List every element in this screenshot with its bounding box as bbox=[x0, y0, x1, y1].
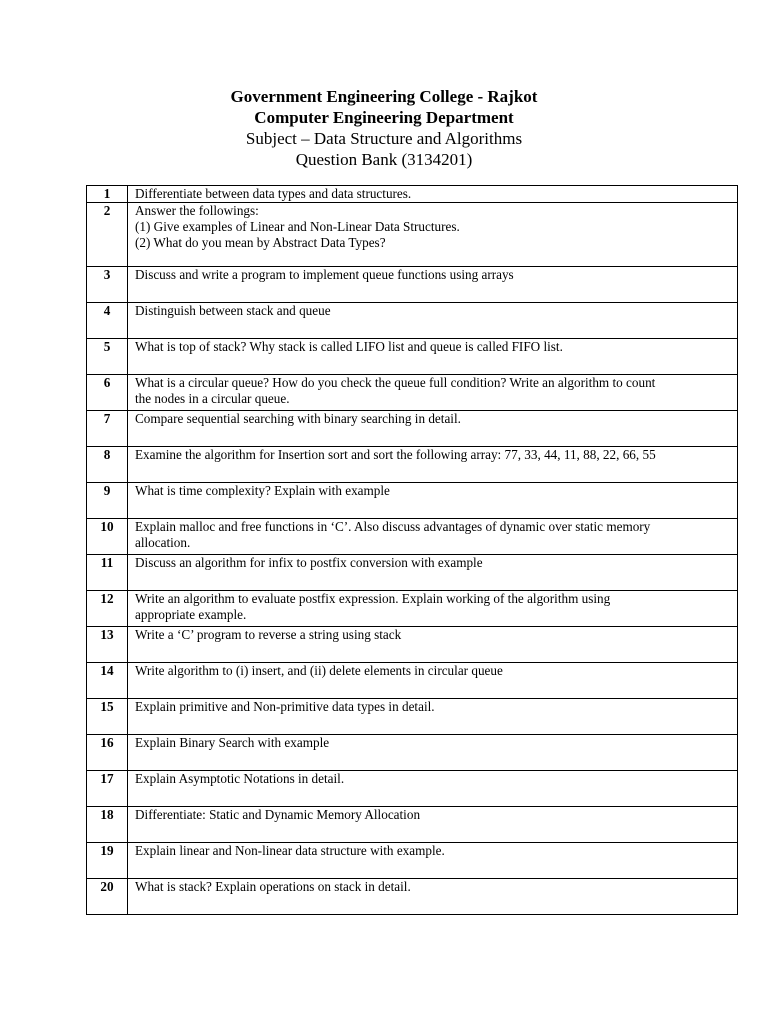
question-text bbox=[128, 203, 738, 267]
question-text bbox=[128, 375, 738, 411]
question-row bbox=[87, 555, 738, 591]
question-row bbox=[87, 591, 738, 627]
document-header bbox=[0, 86, 768, 170]
question-number: 2 bbox=[87, 203, 128, 267]
department-name: Computer Engineering Department bbox=[254, 108, 514, 127]
question-text bbox=[128, 519, 738, 555]
question-text bbox=[128, 555, 738, 591]
question-text bbox=[128, 735, 738, 771]
question-number: 17 bbox=[87, 771, 128, 807]
question-line: What is a circular queue? How do you check the queue full condition? Write an algorithm to count bbox=[135, 375, 656, 390]
question-number: 16 bbox=[87, 735, 128, 771]
question-row bbox=[87, 203, 738, 267]
question-row bbox=[87, 807, 738, 843]
question-line: the nodes in a circular queue. bbox=[135, 391, 290, 406]
question-number: 10 bbox=[87, 519, 128, 555]
question-line: What is top of stack? Why stack is called LIFO list and queue is called FIFO list. bbox=[135, 339, 563, 354]
question-line: appropriate example. bbox=[135, 607, 247, 622]
question-text bbox=[128, 699, 738, 735]
question-line: Explain Asymptotic Notations in detail. bbox=[135, 771, 345, 786]
question-number: 6 bbox=[87, 375, 128, 411]
question-number: 1 bbox=[87, 186, 128, 203]
question-text bbox=[128, 411, 738, 447]
question-row bbox=[87, 339, 738, 375]
question-text bbox=[128, 447, 738, 483]
question-number: 9 bbox=[87, 483, 128, 519]
question-row bbox=[87, 267, 738, 303]
question-number: 20 bbox=[87, 879, 128, 915]
question-text bbox=[128, 627, 738, 663]
question-line: Explain Binary Search with example bbox=[135, 735, 330, 750]
document-title: Question Bank (3134201) bbox=[295, 150, 473, 169]
question-row bbox=[87, 447, 738, 483]
question-text bbox=[128, 807, 738, 843]
question-row bbox=[87, 483, 738, 519]
question-row bbox=[87, 699, 738, 735]
question-row bbox=[87, 771, 738, 807]
question-line: What is stack? Explain operations on stack in detail. bbox=[135, 879, 411, 894]
question-line: Distinguish between stack and queue bbox=[135, 303, 331, 318]
question-number: 11 bbox=[87, 555, 128, 591]
question-line: (2) What do you mean by Abstract Data Types? bbox=[135, 235, 386, 250]
question-text bbox=[128, 186, 738, 203]
question-line: Differentiate between data types and data structures. bbox=[135, 186, 412, 201]
subject-line: Subject – Data Structure and Algorithms bbox=[245, 129, 523, 148]
question-number: 12 bbox=[87, 591, 128, 627]
question-row bbox=[87, 375, 738, 411]
college-name: Government Engineering College - Rajkot bbox=[230, 87, 538, 106]
question-row bbox=[87, 663, 738, 699]
question-line: Write algorithm to (i) insert, and (ii) delete elements in circular queue bbox=[135, 663, 503, 678]
question-number: 14 bbox=[87, 663, 128, 699]
question-row bbox=[87, 519, 738, 555]
question-line: (1) Give examples of Linear and Non-Linear Data Structures. bbox=[135, 219, 460, 234]
question-row bbox=[87, 879, 738, 915]
question-row bbox=[87, 303, 738, 339]
question-line: Examine the algorithm for Insertion sort and sort the following array: 77, 33, 44, 11, 88, 22, 66, 55 bbox=[135, 447, 656, 462]
question-number: 3 bbox=[87, 267, 128, 303]
question-row bbox=[87, 627, 738, 663]
question-line: Write an algorithm to evaluate postfix expression. Explain working of the algorithm using bbox=[135, 591, 611, 606]
question-line: Discuss an algorithm for infix to postfix conversion with example bbox=[135, 555, 483, 570]
question-text bbox=[128, 591, 738, 627]
question-row bbox=[87, 411, 738, 447]
question-line: What is time complexity? Explain with example bbox=[135, 483, 390, 498]
question-line: Explain linear and Non-linear data structure with example. bbox=[135, 843, 445, 858]
question-line: Write a ‘C’ program to reverse a string using stack bbox=[135, 627, 402, 642]
question-number: 5 bbox=[87, 339, 128, 375]
question-text bbox=[128, 663, 738, 699]
question-text bbox=[128, 303, 738, 339]
question-line: Differentiate: Static and Dynamic Memory Allocation bbox=[135, 807, 421, 822]
question-number: 15 bbox=[87, 699, 128, 735]
question-line: Explain malloc and free functions in ‘C’. Also discuss advantages of dynamic over static memory bbox=[135, 519, 651, 534]
question-line: Explain primitive and Non-primitive data types in detail. bbox=[135, 699, 435, 714]
question-number: 8 bbox=[87, 447, 128, 483]
question-number: 13 bbox=[87, 627, 128, 663]
question-row bbox=[87, 735, 738, 771]
question-text bbox=[128, 771, 738, 807]
question-text bbox=[128, 483, 738, 519]
question-number: 19 bbox=[87, 843, 128, 879]
question-table bbox=[86, 185, 738, 915]
question-text bbox=[128, 267, 738, 303]
question-line: Answer the followings: bbox=[135, 203, 259, 218]
question-table-body bbox=[87, 186, 738, 915]
question-number: 18 bbox=[87, 807, 128, 843]
question-number: 4 bbox=[87, 303, 128, 339]
question-line: allocation. bbox=[135, 535, 191, 550]
question-line: Compare sequential searching with binary searching in detail. bbox=[135, 411, 461, 426]
question-row bbox=[87, 843, 738, 879]
question-text bbox=[128, 843, 738, 879]
question-number: 7 bbox=[87, 411, 128, 447]
question-line: Discuss and write a program to implement queue functions using arrays bbox=[135, 267, 514, 282]
question-text bbox=[128, 879, 738, 915]
question-row bbox=[87, 186, 738, 203]
question-text bbox=[128, 339, 738, 375]
